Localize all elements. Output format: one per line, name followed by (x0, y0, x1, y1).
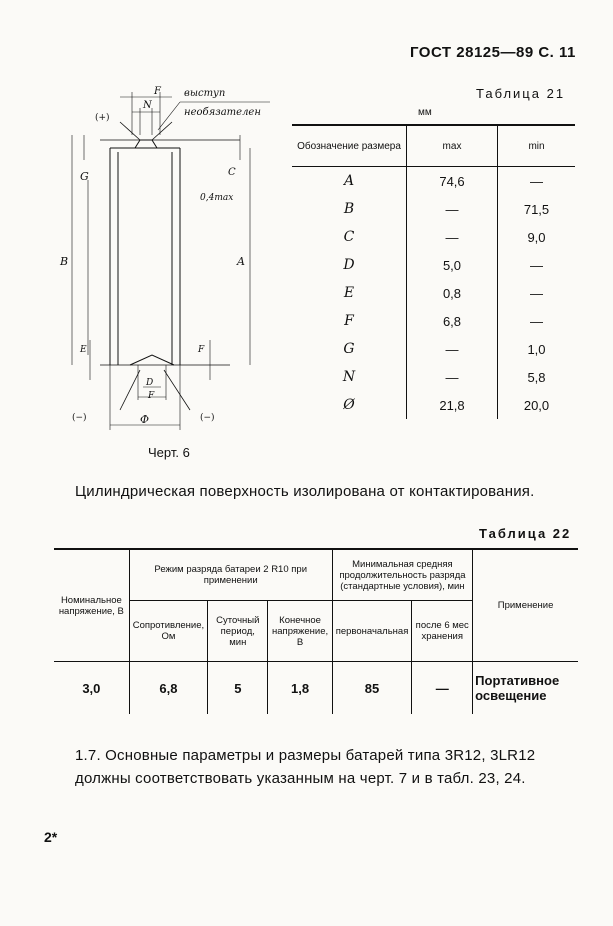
table21-cell: — (498, 167, 576, 196)
top-contact (135, 140, 157, 148)
label-F-bottom: F (198, 345, 205, 355)
table21-cell: 20,0 (498, 391, 576, 419)
table21 (292, 124, 575, 419)
label-G: G (80, 170, 89, 183)
table-row (292, 167, 575, 196)
table-row (292, 195, 575, 223)
label-E: E (80, 345, 87, 355)
table21-cell: 5,0 (407, 251, 498, 279)
table22-cell: Портативное освещение (475, 673, 560, 703)
table21-cell: 74,6 (407, 167, 498, 196)
table21-caption: Таблица 21 (476, 86, 566, 101)
plus-label: (+) (95, 113, 110, 123)
table22-cell: 3,0 (54, 662, 129, 715)
insulation-note: Цилиндрическая поверхность изолирована от контактирования. (75, 483, 535, 500)
table22-cell: 5 (208, 662, 268, 715)
table21-cell: G (343, 341, 355, 357)
table22-header: Минимальная средняя продолжительность разряда (стандартные условия), мин (332, 549, 472, 601)
label-F: F (154, 86, 161, 97)
table22-header: Применение (473, 549, 578, 662)
table-row (292, 391, 575, 419)
table21-header: max (407, 125, 498, 167)
table21-cell: 0,8 (407, 279, 498, 307)
table21-cell: — (498, 279, 576, 307)
table21-cell: 1,0 (498, 335, 576, 363)
page-footer-mark: 2* (44, 829, 58, 845)
table22-subheader: после 6 мес хранения (412, 601, 473, 662)
table-row (292, 279, 575, 307)
table-row (54, 662, 578, 715)
bottom-contact (130, 355, 174, 365)
table21-cell: Ø (343, 397, 355, 413)
table22-cell: — (412, 662, 473, 715)
table21-cell: — (498, 307, 576, 335)
table21-cell: 6,8 (407, 307, 498, 335)
table21-cell: 9,0 (498, 223, 576, 251)
table-row (292, 307, 575, 335)
table-row (292, 251, 575, 279)
table-row (292, 363, 575, 391)
table22-subheader: Суточный период, мин (208, 601, 268, 662)
label-C: C (228, 167, 236, 178)
page-header: ГОСТ 28125—89 С. 11 (410, 44, 576, 61)
table21-cell: 21,8 (407, 391, 498, 419)
table22-subheader: Конечное напряжение, В (268, 601, 332, 662)
battery-drawing (40, 80, 280, 440)
minus-label-left: (−) (72, 413, 87, 423)
paragraph-1-7: 1.7. Основные параметры и размеры батарей типа 3R12, 3LR12 должны соответствовать указанным на черт. 7 и в табл. 23, 24. (75, 747, 536, 787)
label-A: A (237, 255, 245, 268)
table21-cell: — (407, 363, 498, 391)
table22 (54, 548, 578, 714)
minus-label-right: (−) (200, 413, 215, 423)
table21-cell: E (343, 285, 355, 301)
table21-cell: 5,8 (498, 363, 576, 391)
table21-cell: 71,5 (498, 195, 576, 223)
table21-cell: C (343, 229, 355, 245)
table22-subheader: Сопротивление, Ом (129, 601, 207, 662)
table22-subheader: первоначальная (332, 601, 412, 662)
table21-cell: — (407, 195, 498, 223)
label-B: B (60, 255, 69, 268)
table22-header: Режим разряда батареи 2 R10 при применении (129, 549, 332, 601)
table21-cell: F (344, 313, 354, 329)
table21-header: Обозначение размера (292, 125, 407, 167)
table21-cell: B (343, 201, 355, 217)
table21-cell: — (407, 335, 498, 363)
table22-header: Номинальное напряжение, В (54, 549, 129, 662)
table21-header: min (498, 125, 576, 167)
table22-caption: Таблица 22 (479, 526, 572, 541)
table21-cell: D (343, 257, 355, 273)
drawing-caption: Черт. 6 (148, 445, 190, 460)
table-row (292, 223, 575, 251)
table22-cell: 1,8 (268, 662, 332, 715)
table22-cell: 85 (332, 662, 412, 715)
table-row (292, 335, 575, 363)
label-F-lower: F (148, 391, 155, 401)
table21-cell: — (407, 223, 498, 251)
note-line2: необязателен (184, 107, 261, 118)
table21-cell: — (498, 251, 576, 279)
table21-unit: мм (418, 107, 432, 118)
note-line1: выступ (184, 88, 226, 99)
label-N: N (143, 100, 152, 111)
label-D: D (146, 378, 154, 388)
table21-cell: N (342, 369, 356, 385)
table21-cell: A (343, 173, 355, 189)
label-q: 0,4max (200, 193, 234, 203)
label-phi: Φ (140, 413, 150, 426)
table22-cell: 6,8 (129, 662, 207, 715)
